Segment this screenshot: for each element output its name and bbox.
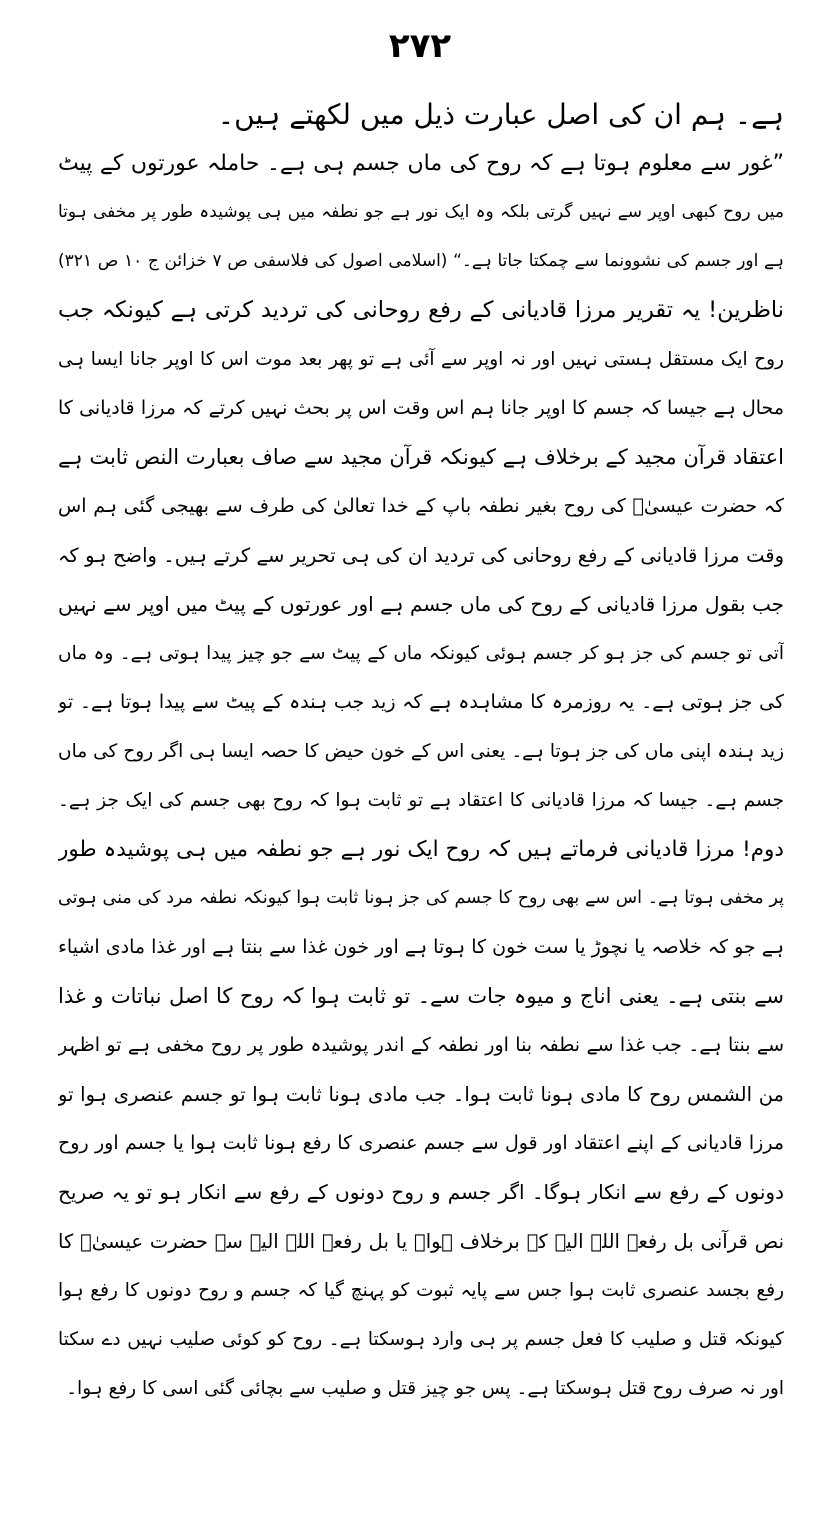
text-line: جسم ہے۔ جیسا کہ مرزا قادیانی کا اعتقاد ہے تو ثابت ہوا کہ روح بھی جسم کی ایک جز ہے۔ xyxy=(58,790,784,811)
text-line: دونوں کے رفع سے انکار ہوگا۔ اگر جسم و روح دونوں کے رفع سے انکار ہو تو یہ صریح xyxy=(58,1180,784,1204)
text-line: کی جز ہوتی ہے۔ یہ روزمرہ کا مشاہدہ ہے کہ زید جب ہندہ کے پیٹ سے پیدا ہوتا ہے۔ تو xyxy=(58,691,784,713)
text-line: رفع بجسد عنصری ثابت ہوا جس سے پایہ ثبوت کو پہنچ گیا کہ جسم و روح دونوں کا رفع ہوا xyxy=(58,1280,784,1301)
text-line: مرزا قادیانی کے اپنے اعتقاد اور قول سے جسم عنصری کا رفع ہونا ثابت ہوا یا جسم اور روح xyxy=(58,1132,784,1154)
text-line: ہے جو کہ خلاصہ یا نچوڑ یا ست خون کا ہوتا ہے اور خون غذا سے بنتا ہے اور غذا مادی اشیاء xyxy=(58,936,784,958)
text-line: کیونکہ قتل و صلیب کا فعل جسم پر ہی وارد ہوسکتا ہے۔ روح کو کوئی صلیب نہیں دے سکتا xyxy=(58,1329,784,1350)
text-line: زید ہندہ اپنی ماں کی جز ہوتا ہے۔ یعنی اس کے خون حیض کا حصہ ایسا ہی اگر روح کی ماں xyxy=(58,741,784,762)
text-line: سے بنتی ہے۔ یعنی اناج و میوہ جات سے۔ تو ثابت ہوا کہ روح کا اصل نباتات و غذا xyxy=(58,984,784,1008)
text-line: آتی تو جسم کی جز ہو کر جسم ہوئی کیونکہ ماں کے پیٹ سے جو چیز پیدا ہوتی ہے۔ وہ ماں xyxy=(58,643,784,664)
text-line: میں روح کبھی اوپر سے نہیں گرتی بلکہ وہ ایک نور ہے جو نطفہ میں ہی پوشیدہ طور پر مخفی ہوتا xyxy=(58,202,784,222)
text-line: نص قرآنی بل رفعہ اللہ الیہ کے برخلاف ہوا۔ یا بل رفعہ اللہ الیہ سے حضرت عیسیٰؑ کا xyxy=(58,1230,784,1253)
text-line: ہے اور جسم کی نشوونما سے چمکتا جاتا ہے۔“ (اسلامی اصول کی فلاسفی ص ۷ خزائن ج ۱۰ ص ۳۲۱) xyxy=(58,251,784,271)
text-line: من الشمس روح کا مادی ہونا ثابت ہوا۔ جب مادی ہونا ثابت ہوا تو جسم عنصری ہوا تو xyxy=(58,1083,784,1106)
text-line: ناظرین! یہ تقریر مرزا قادیانی کے رفع روحانی کی تردید کرتی ہے کیونکہ جب xyxy=(58,297,784,323)
text-line: ”غور سے معلوم ہوتا ہے کہ روح کی ماں جسم ہی ہے۔ حاملہ عورتوں کے پیٹ xyxy=(58,151,784,176)
text-line: محال ہے جیسا کہ جسم کا اوپر جانا ہم اس وقت اس پر بحث نہیں کرتے کہ مرزا قادیانی کا xyxy=(58,397,784,419)
text-line: دوم! مرزا قادیانی فرماتے ہیں کہ روح ایک نور ہے جو نطفہ میں ہی پوشیدہ طور xyxy=(58,837,784,862)
text-line: ہے۔ ہم ان کی اصل عبارت ذیل میں لکھتے ہیں۔ xyxy=(217,98,784,131)
text-line: اعتقاد قرآن مجید کے برخلاف ہے کیونکہ قرآن مجید سے صاف بعبارت النص ثابت ہے xyxy=(58,445,784,469)
text-line: پر مخفی ہوتا ہے۔ اس سے بھی روح کا جسم کی جز ہونا ثابت ہوا کیونکہ نطفہ مرد کی منی ہوتی xyxy=(58,888,784,908)
text-line: اور نہ صرف روح قتل ہوسکتا ہے۔ پس جو چیز قتل و صلیب سے بچائی گئی اسی کا رفع ہوا۔ xyxy=(66,1378,784,1399)
page-number: ۲۷۲ xyxy=(388,26,452,66)
text-line: کہ حضرت عیسیٰؑ کی روح بغیر نطفہ باپ کے خدا تعالیٰ کی طرف سے بھیجی گئی ہم اس xyxy=(58,495,784,517)
text-line: روح ایک مستقل ہستی نہیں اور نہ اوپر سے آئی ہے تو پھر بعد موت اس کا اوپر جانا ایسا ہی xyxy=(58,349,784,370)
text-line: وقت مرزا قادیانی کے رفع روحانی کی تردید ان کی ہی تحریر سے کرتے ہیں۔ واضح ہو کہ xyxy=(58,544,784,567)
page-body-text xyxy=(58,90,784,1413)
text-line: سے بنتا ہے۔ جب غذا سے نطفہ بنا اور نطفہ کے اندر پوشیدہ طور پر روح مخفی ہے تو اظہر xyxy=(58,1034,784,1056)
text-line: جب بقول مرزا قادیانی کے روح کی ماں جسم ہے اور عورتوں کے پیٹ میں اوپر سے نہیں xyxy=(58,592,784,616)
